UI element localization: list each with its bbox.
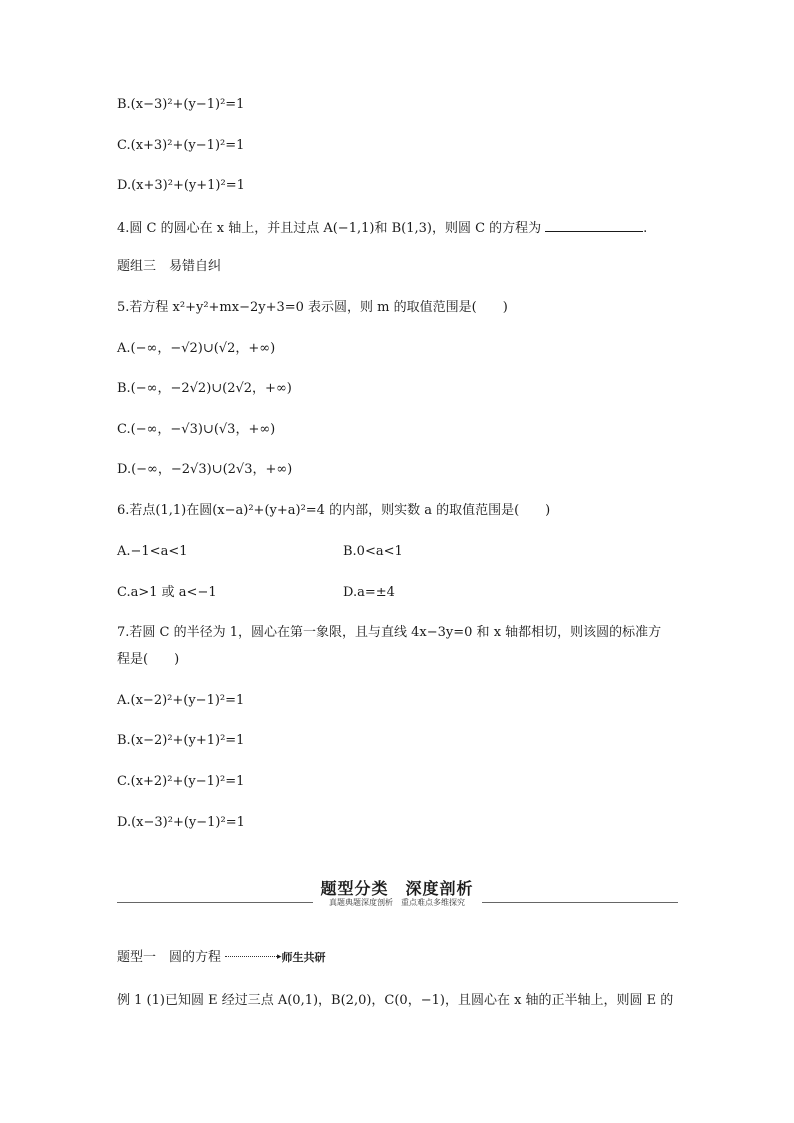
q4-end: . [643,221,648,236]
section-banner-title: 题型分类 深度剖析 [320,879,474,898]
q7-option-c: C.(x+2)²+(y−1)²=1 [117,774,245,789]
q4-answer-blank [545,219,643,232]
q6-option-d: D.a=±4 [343,585,395,600]
example1-text: 例 1 (1)已知圆 E 经过三点 A(0,1)，B(2,0)，C(0，−1)，且圆心在 x 轴的正半轴上，则圆 E 的 [117,993,674,1008]
banner-rule-right [482,902,678,903]
type1-heading: 题型一 圆的方程 [117,950,222,965]
q4-text: 4.圆 C 的圆心在 x 轴上，并且过点 A(−1,1)和 B(1,3)，则圆 C 的方程为 [117,221,542,236]
q7-stem-line1: 7.若圆 C 的半径为 1，圆心在第一象限，且与直线 4x−3y=0 和 x 轴都相切，则该圆的标准方 [117,625,662,640]
q5-option-a: A.(−∞，−√2)∪(√2，+∞) [117,341,276,356]
arrow-right-icon: ▸ [277,952,282,962]
dotted-arrow-line [225,956,277,957]
q7-stem-line2: 程是( ) [117,652,180,667]
q6-option-a: A.−1<a<1 [117,544,188,559]
q6-option-c: C.a>1 或 a<−1 [117,585,217,600]
q6-stem: 6.若点(1,1)在圆(x−a)²+(y+a)²=4 的内部，则实数 a 的取值范围是( ) [117,503,551,518]
q5-option-c: C.(−∞，−√3)∪(√3，+∞) [117,422,276,437]
q6-option-b: B.0<a<1 [343,544,403,559]
q5-option-d: D.(−∞，−2√3)∪(2√3，+∞) [117,462,293,477]
q4-question [117,219,647,237]
q5-option-b: B.(−∞，−2√2)∪(2√2，+∞) [117,381,292,396]
group3-heading: 题组三 易错自纠 [117,259,222,274]
q3-option-d: D.(x+3)²+(y+1)²=1 [117,178,245,193]
type1-heading-row [117,949,326,966]
type1-tag: 师生共研 [281,951,326,964]
q5-stem: 5.若方程 x²+y²+mx−2y+3=0 表示圆，则 m 的取值范围是( ) [117,300,508,315]
q7-option-a: A.(x−2)²+(y−1)²=1 [117,693,245,708]
q7-option-b: B.(x−2)²+(y+1)²=1 [117,733,245,748]
q3-option-b: B.(x−3)²+(y−1)²=1 [117,97,245,112]
section-banner-subtitle: 真题典题深度剖析 重点难点多维探究 [329,898,465,907]
q3-option-c: C.(x+3)²+(y−1)²=1 [117,138,245,153]
q7-option-d: D.(x−3)²+(y−1)²=1 [117,815,245,830]
